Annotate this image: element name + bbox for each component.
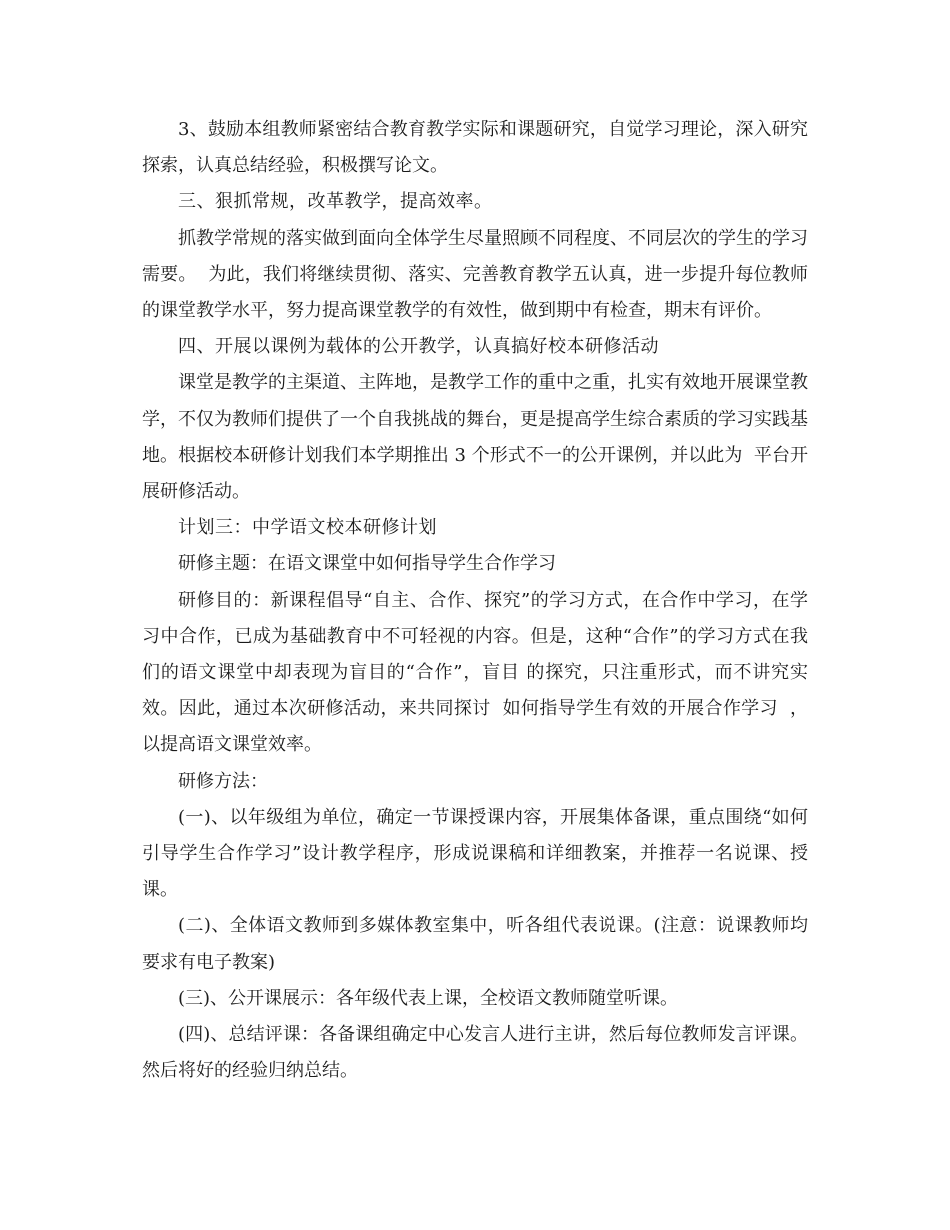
method-item-4: (四)、总结评课：各备课组确定中心发言人进行主讲，然后每位教师发言评课。然后将好的经验归纳总结。 bbox=[142, 1024, 808, 1082]
research-purpose: 研修目的：新课程倡导“自主、合作、探究”的学习方式，在合作中学习，在学习中合作，已成为基础教育中不可轻视的内容。但是，这种“合作”的学习方式在我们的语文课堂中却表现为盲目的“合作”，盲目 的探究，只注重形式，而不讲究实效。因此，通过本次研修活动，来共同探讨 如何指导学生有效的开展合作学习 ，以提高语文课堂效率。 bbox=[142, 589, 808, 756]
plan-three-title: 计划三：中学语文校本研修计划 bbox=[178, 517, 437, 539]
method-item-1: (一)、以年级组为单位，确定一节课授课内容，开展集体备课，重点围绕“如何引导学生合作学习”设计教学程序，形成说课稿和详细教案，并推荐一名说课、授课。 bbox=[142, 806, 808, 901]
document-page bbox=[142, 112, 808, 1089]
research-methods-label: 研修方法： bbox=[178, 770, 268, 792]
research-theme: 研修主题：在语文课堂中如何指导学生合作学习 bbox=[178, 553, 556, 575]
paragraph-teaching-routine: 抓教学常规的落实做到面向全体学生尽量照顾不同程度、不同层次的学生的学习需要。 为此，我们将继续贯彻、落实、完善教育教学五认真，进一步提升每位教师的课堂教学水平，努力提高课堂教学的有效性，做到期中有检查，期末有评价。 bbox=[142, 227, 808, 322]
method-item-2: (二)、全体语文教师到多媒体教室集中，听各组代表说课。(注意：说课教师均要求有电子教案) bbox=[142, 915, 808, 973]
method-item-3: (三)、公开课展示：各年级代表上课，全校语文教师随堂听课。 bbox=[178, 987, 679, 1009]
section-heading-3: 三、狠抓常规，改革教学，提高效率。 bbox=[178, 191, 493, 213]
paragraph-classroom: 课堂是教学的主渠道、主阵地，是教学工作的重中之重，扎实有效地开展课堂教学，不仅为教师们提供了一个自我挑战的舞台，更是提高学生综合素质的学习实践基地。根据校本研修计划我们本学期推出 3 个形式不一的公开课例，并以此为 平台开展研修活动。 bbox=[142, 372, 808, 503]
paragraph-item-3: 3、鼓励本组教师紧密结合教育教学实际和课题研究，自觉学习理论，深入研究探索，认真总结经验，积极撰写论文。 bbox=[142, 119, 808, 177]
section-heading-4: 四、开展以课例为载体的公开教学，认真搞好校本研修活动 bbox=[178, 336, 659, 358]
